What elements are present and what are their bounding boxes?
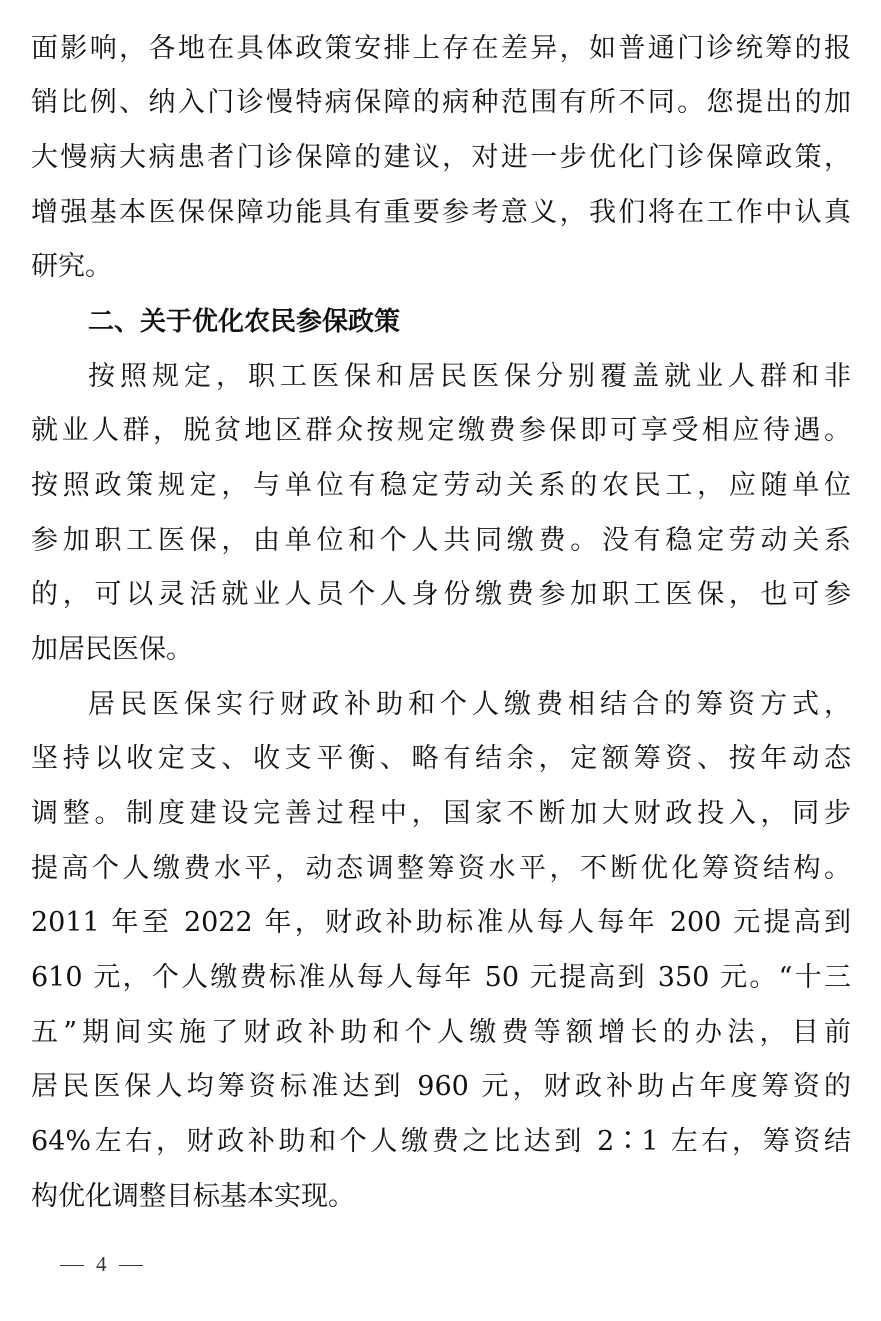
body-text-line: 增强基本医保保障功能具有重要参考意义，我们将在工作中认真 [31,197,851,228]
body-text-line: 参加职工医保，由单位和个人共同缴费。没有稳定劳动关系 [31,525,851,556]
body-text-line: 64%左右，财政补助和个人缴费之比达到 2∶1 左右，筹资结 [31,1126,851,1157]
body-text-line: 按照规定，职工医保和居民医保分别覆盖就业人群和非 [88,361,851,392]
body-text-line: 的，可以灵活就业人员个人身份缴费参加职工医保，也可参 [31,579,851,610]
footer-dash-left [60,1265,84,1266]
body-text-line: 五”期间实施了财政补助和个人缴费等额增长的办法，目前 [31,1017,851,1048]
body-text-line: 610 元，个人缴费标准从每人每年 50 元提高到 350 元。“十三 [31,962,851,993]
body-text-line: 面影响，各地在具体政策安排上存在差异，如普通门诊统筹的报 [31,33,851,64]
body-text-line: 大慢病大病患者门诊保障的建议，对进一步优化门诊保障政策， [31,142,851,173]
body-text-line: 按照政策规定，与单位有稳定劳动关系的农民工，应随单位 [31,470,851,501]
page-footer [60,1248,143,1280]
footer-dash-right [119,1265,143,1266]
section-heading: 二、关于优化农民参保政策 [88,307,401,337]
body-text-line: 研究。 [31,251,112,282]
body-text-line: 提高个人缴费水平，动态调整筹资水平，不断优化筹资结构。 [31,853,851,884]
body-text-line: 加居民医保。 [31,634,193,665]
body-text-line: 销比例、纳入门诊慢特病保障的病种范围有所不同。您提出的加 [31,87,851,118]
body-text-line: 2011 年至 2022 年，财政补助标准从每人每年 200 元提高到 [31,907,851,938]
body-text-line: 调整。制度建设完善过程中，国家不断加大财政投入，同步 [31,798,851,829]
body-text-line: 构优化调整目标基本实现。 [31,1181,355,1212]
body-text-line: 坚持以收定支、收支平衡、略有结余，定额筹资、按年动态 [31,743,851,774]
body-text-line: 居民医保人均筹资标准达到 960 元，财政补助占年度筹资的 [31,1071,851,1102]
body-text-line: 就业人群，脱贫地区群众按规定缴费参保即可享受相应待遇。 [31,415,851,446]
body-text-line: 居民医保实行财政补助和个人缴费相结合的筹资方式， [88,689,851,720]
page-number: 4 [96,1252,107,1276]
